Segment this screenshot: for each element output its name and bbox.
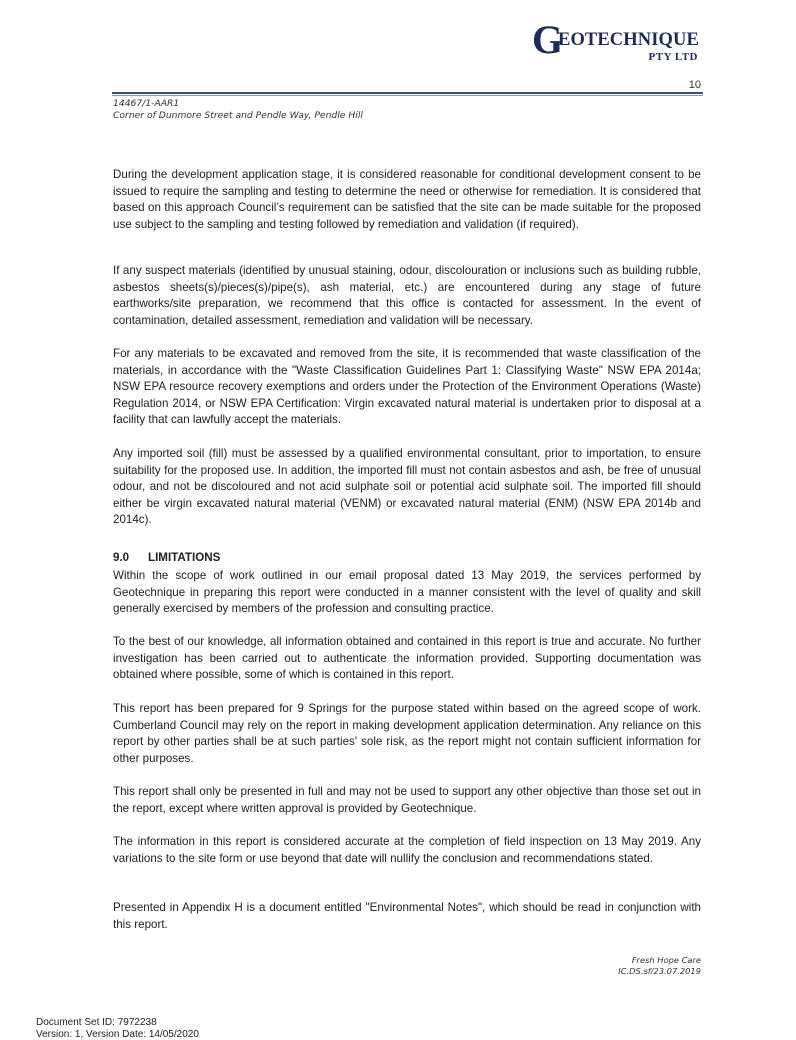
paragraph-prepared-for: This report has been prepared for 9 Springs for the purpose stated within based on the agreed scope of work. Cumberland Council may rely on the report in making development application determination. Any reliance on this report by other parties shall be at such parties' sole risk, as the report might not contain sufficient information for other purposes. (113, 702, 701, 765)
paragraph-waste-classification: For any materials to be excavated and removed from the site, it is recommended that waste classification of the materials, in accordance with the "Waste Classification Guidelines Part 1: Classifying Waste" NSW EPA 2014a; NSW EPA resource recovery exemptions and orders under the Protection of the Environment Operations (Waste) Regulation 2014, or NSW EPA Certification: Virgin excavated natural material is undertaken prior to disposal at a facility that can lawfully accept the materials. (113, 347, 701, 426)
header-divider-thin (112, 95, 703, 96)
company-logo (532, 17, 702, 66)
paragraph-imported-soil: Any imported soil (fill) must be assessed by a qualified environmental consultant, prior to importation, to ensure suitability for the proposed use. In addition, the imported fill must not contain asbestos and ash, be free of unusual odour, and not be discoloured and not acid sulphate soil or potential acid sulphate soil. The imported fill should either be virgin excavated natural material (VENM) or excavated natural material (ENM) (NSW EPA 2014b and 2014c). (113, 447, 701, 526)
paragraph-development-stage: During the development application stage, it is considered reasonable for conditional development consent to be issued to require the sampling and testing to determine the need or otherwise for remediation. It is considered that based on this approach Council’s requirement can be satisfied that the site can be made suitable for the proposed use subject to the sampling and testing followed by remediation and validation (if required). (113, 168, 701, 231)
header-divider (112, 92, 703, 94)
page-number: 10 (688, 79, 701, 91)
logo-initial: G (532, 17, 564, 62)
paragraph-scope-of-work: Within the scope of work outlined in our email proposal dated 13 May 2019, the services performed by Geotechnique in preparing this report were conducted in a manner consistent with the level of quality and skill generally exercised by members of the profession and consulting practice. (113, 569, 701, 615)
paragraph-appendix-h: Presented in Appendix H is a document entitled "Environmental Notes", which should be read in conjunction with this report. (113, 901, 701, 931)
paragraph-knowledge: To the best of our knowledge, all information obtained and contained in this report is true and accurate. No further investigation has been carried out to authenticate the information provided. Supporting documentation was obtained where possible, some of which is contained in this report. (113, 635, 701, 681)
paragraph-suspect-materials: If any suspect materials (identified by unusual staining, odour, discolouration or inclusions such as building rubble, asbestos sheets(s)/pieces(s)/pipe(s), ash material, etc.) are encountered during any stage of future earthworks/site preparation, we recommend that this office is contacted for assessment. In the event of contamination, detailed assessment, remediation and validation will be necessary. (113, 264, 701, 327)
report-reference: 14467/1-AAR1 (113, 98, 180, 109)
section-title: LIMITATIONS (148, 551, 221, 564)
paragraph-accuracy: The information in this report is considered accurate at the completion of field inspection on 13 May 2019. Any variations to the site form or use beyond that date will nullify the conclusion and recommendations stated. (113, 835, 701, 865)
footer-client: Fresh Hope Care (631, 955, 701, 965)
logo-suffix: PTY LTD (648, 51, 698, 63)
document-version: Version: 1, Version Date: 14/05/2020 (36, 1029, 199, 1040)
site-address: Corner of Dunmore Street and Pendle Way, Pendle Hill (113, 110, 363, 121)
footer-doc-code: IC.DS.sf/23.07.2019 (618, 966, 701, 976)
paragraph-presented-in-full: This report shall only be presented in full and may not be used to support any other objective than those set out in the report, except where written approval is provided by Geotechnique. (113, 785, 701, 815)
section-number: 9.0 (113, 551, 130, 564)
section-heading-limitations (113, 551, 220, 564)
logo-name: EOTECHNIQUE (558, 30, 699, 50)
document-set-id: Document Set ID: 7972238 (36, 1017, 157, 1028)
